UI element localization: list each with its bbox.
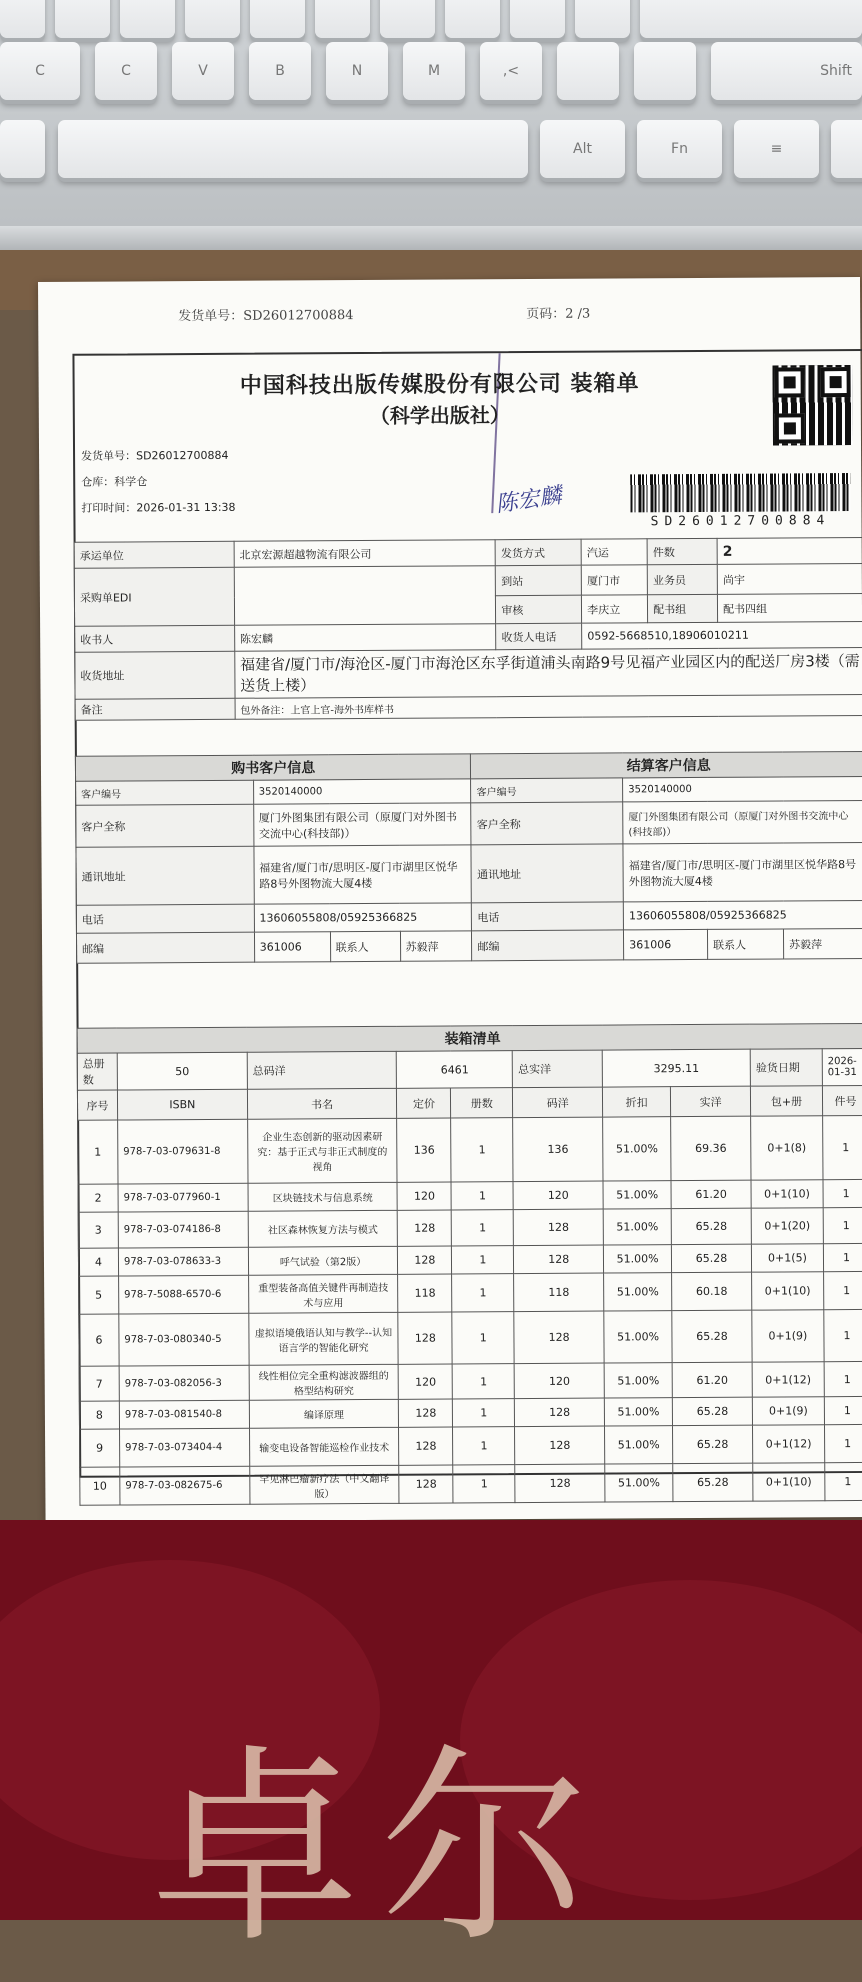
- handwritten-signature: 陈宏麟: [494, 483, 564, 518]
- key: [831, 120, 862, 178]
- table-cell: 0+1(10): [751, 1180, 823, 1208]
- table-cell: 128: [399, 1427, 453, 1465]
- address-value: 福建省/厦门市/海沧区-厦门市海沧区东孚街道浦头南路9号见福产业园区内的配送厂房3楼（需送货上楼）: [235, 647, 862, 698]
- table-cell: 1: [453, 1427, 515, 1465]
- settle-zip-value: 361006: [624, 929, 708, 960]
- table-cell: 65.28: [673, 1463, 753, 1501]
- table-cell: 0+1(10): [753, 1463, 825, 1501]
- keyboard: [0, 0, 862, 262]
- table-cell: 128: [399, 1465, 453, 1503]
- table-cell: 128: [515, 1464, 605, 1503]
- key: [640, 0, 862, 38]
- review-value: 李庆立: [582, 595, 648, 623]
- table-cell: 65.28: [673, 1425, 753, 1463]
- table-cell: 69.36: [671, 1116, 751, 1180]
- buyer-header: 购书客户信息: [75, 754, 471, 781]
- table-cell: 120: [513, 1181, 603, 1210]
- table-cell: 128: [399, 1399, 453, 1427]
- table-cell: 51.00%: [604, 1398, 672, 1426]
- buyer-zip-label: 邮编: [76, 932, 254, 963]
- key: [250, 0, 305, 38]
- table-cell: 7: [79, 1366, 119, 1401]
- key-shift: Shift: [711, 42, 862, 100]
- sales-label: 业务员: [647, 564, 717, 594]
- table-cell: 0+1(5): [751, 1244, 823, 1272]
- buyer-code-value: 3520140000: [253, 779, 471, 804]
- table-cell: 3: [78, 1212, 118, 1248]
- table-cell: 4: [78, 1248, 118, 1276]
- table-cell: 65.28: [672, 1310, 752, 1362]
- table-cell: 978-7-03-082675-6: [120, 1466, 250, 1505]
- phone-value: 0592-5668510,18906010211: [582, 621, 862, 649]
- settle-contact-label: 联系人: [708, 929, 784, 959]
- table-cell: 0+1(20): [751, 1208, 823, 1244]
- settle-contact-value: 苏毅萍: [783, 928, 862, 959]
- key-m: M: [403, 42, 465, 100]
- packing-list-frame: [72, 349, 862, 1500]
- column-header-row: [77, 1085, 862, 1120]
- barcode-icon: [630, 473, 850, 512]
- carrier-label: 承运单位: [74, 541, 234, 568]
- table-cell: 虚拟语境俄语认知与教学--认知语言学的智能化研究: [249, 1312, 399, 1365]
- table-cell: 978-7-03-073404-4: [119, 1428, 249, 1467]
- table-cell: 136: [397, 1118, 451, 1182]
- document-title: 中国科技出版传媒股份有限公司 装箱单: [239, 371, 640, 399]
- packing-list-table: [77, 1023, 862, 1506]
- table-cell: 65.28: [672, 1397, 752, 1425]
- table-cell: 0+1(9): [752, 1310, 824, 1362]
- table-cell: 51.00%: [603, 1209, 671, 1245]
- table-cell: 1: [824, 1309, 862, 1361]
- buyer-addr-label: 通讯地址: [76, 846, 254, 905]
- edi-label: 采购单EDI: [74, 567, 234, 626]
- receiver-label: 收书人: [75, 625, 235, 652]
- settle-name-label: 客户全称: [471, 802, 623, 845]
- key-alt: Alt: [540, 120, 625, 178]
- total-list-label: 总码洋: [247, 1051, 397, 1089]
- table-cell: 8: [79, 1401, 119, 1429]
- buyer-zip-value: 361006: [254, 932, 330, 962]
- key-comma: ,<: [480, 42, 542, 100]
- settle-header: 结算客户信息: [471, 751, 862, 778]
- table-row: [75, 694, 862, 720]
- total-net-value: 3295.11: [602, 1049, 750, 1087]
- method-value: 汽运: [581, 539, 647, 565]
- key: [0, 120, 45, 178]
- table-row: [80, 1424, 862, 1467]
- table-cell: 120: [397, 1182, 451, 1210]
- table-cell: 51.00%: [605, 1426, 673, 1464]
- table-cell: 978-7-03-081540-8: [119, 1400, 249, 1429]
- buyer-tel-value: 13606055808/05925366825: [254, 903, 472, 932]
- key: [120, 0, 175, 38]
- table-cell: 128: [515, 1426, 605, 1465]
- table-cell: 978-7-5088-6570-6: [119, 1275, 249, 1314]
- table-row: [74, 563, 862, 598]
- key: [0, 0, 45, 38]
- table-cell: 企业生态创新的驱动因素研究：基于正式与非正式制度的视角: [247, 1118, 397, 1183]
- station-value: 厦门市: [581, 565, 647, 595]
- table-cell: 呼气试验（第2版）: [248, 1246, 398, 1275]
- table-cell: 1: [824, 1361, 862, 1396]
- table-cell: 9: [80, 1429, 120, 1467]
- table-cell: 128: [514, 1311, 604, 1364]
- table-row: [79, 1309, 862, 1366]
- table-row: [78, 1115, 862, 1184]
- totals-row: [77, 1048, 862, 1090]
- document-subtitle: （科学出版社）: [369, 403, 510, 428]
- key: [55, 0, 110, 38]
- table-cell: 1: [452, 1246, 514, 1274]
- table-cell: 2: [78, 1184, 118, 1212]
- table-cell: 1: [452, 1210, 514, 1246]
- page-number: [526, 303, 590, 322]
- ship-no-value: SD26012700884: [243, 308, 354, 324]
- key: C: [0, 42, 80, 100]
- table-cell: 65.28: [671, 1208, 751, 1244]
- packing-rows: [78, 1115, 862, 1505]
- table-cell: 128: [515, 1398, 605, 1427]
- table-cell: 128: [514, 1245, 604, 1274]
- table-row: [79, 1271, 862, 1314]
- table-cell: 0+1(8): [751, 1116, 823, 1180]
- note-label: 备注: [75, 698, 235, 720]
- table-row: [79, 1361, 862, 1401]
- total-list-value: 6461: [397, 1051, 513, 1089]
- key: [557, 42, 619, 100]
- table-cell: 1: [452, 1312, 514, 1364]
- table-row: [76, 842, 862, 905]
- settle-tel-label: 电话: [472, 902, 624, 931]
- column-header: 折扣: [603, 1087, 671, 1117]
- table-cell: 社区森林恢复方法与模式: [248, 1210, 398, 1247]
- total-net-label: 总实洋: [512, 1050, 602, 1088]
- table-cell: 0+1(12): [752, 1425, 824, 1463]
- table-cell: 51.00%: [604, 1245, 672, 1273]
- pieces-value: 2: [717, 537, 862, 564]
- settle-addr-value: 福建省/厦门市/思明区-厦门市湖里区悦华路8号外图物流大厦4楼: [623, 842, 862, 901]
- table-row: [80, 1462, 862, 1505]
- table-cell: 1: [823, 1179, 862, 1207]
- key: [575, 0, 630, 38]
- settle-zip-label: 邮编: [472, 930, 624, 961]
- meta-print-time: 打印时间：2026-01-31 13:38: [81, 500, 236, 515]
- table-cell: 65.28: [671, 1244, 751, 1272]
- table-cell: 重型装备高值关键件再制造技术与应用: [248, 1274, 398, 1313]
- key-fn: Fn: [637, 120, 722, 178]
- table-row: [76, 928, 862, 963]
- table-row: [75, 647, 862, 699]
- table-cell: 1: [453, 1465, 515, 1503]
- meta-warehouse: 仓库：科学仓: [81, 475, 148, 489]
- key: [445, 0, 500, 38]
- table-cell: 1: [453, 1364, 515, 1399]
- table-cell: 5: [79, 1276, 119, 1314]
- table-cell: 区块链技术与信息系统: [248, 1182, 398, 1211]
- table-cell: 978-7-03-077960-1: [118, 1183, 248, 1212]
- shipping-info-table: [74, 537, 862, 721]
- key-n: N: [326, 42, 388, 100]
- buyer-name-label: 客户全称: [76, 804, 254, 847]
- table-cell: 1: [825, 1462, 862, 1500]
- table-cell: 128: [398, 1312, 452, 1364]
- table-cell: 978-7-03-079631-8: [118, 1119, 248, 1184]
- column-header: 码洋: [513, 1087, 603, 1118]
- table-cell: 0+1(12): [752, 1362, 824, 1397]
- column-header: 定价: [397, 1088, 451, 1118]
- table-cell: 978-7-03-080340-5: [119, 1313, 249, 1366]
- receiver-value: 陈宏麟: [234, 624, 496, 652]
- phone-label: 收货人电话: [496, 623, 582, 650]
- buyer-name-value: 厦门外图集团有限公司（原厦门对外图书交流中心(科技部)）: [253, 803, 471, 846]
- key: [380, 0, 435, 38]
- table-cell: 61.20: [672, 1362, 752, 1397]
- table-cell: 1: [823, 1243, 862, 1271]
- table-cell: 1: [824, 1396, 862, 1424]
- table-cell: 120: [399, 1364, 453, 1399]
- table-cell: 0+1(10): [752, 1272, 824, 1310]
- table-cell: 51.00%: [604, 1311, 672, 1363]
- table-cell: 输变电设备智能巡检作业技术: [249, 1427, 399, 1466]
- table-cell: 51.00%: [603, 1117, 671, 1181]
- group-label: 配书组: [648, 594, 718, 622]
- table-cell: 128: [398, 1210, 452, 1246]
- settle-addr-label: 通讯地址: [471, 844, 623, 903]
- buyer-code-label: 客户编号: [76, 780, 254, 805]
- table-cell: 60.18: [672, 1272, 752, 1310]
- column-header: ISBN: [117, 1089, 247, 1120]
- column-header: 册数: [451, 1088, 513, 1118]
- table-cell: 1: [453, 1399, 515, 1427]
- table-cell: 罕见淋巴瘤新疗法（中文翻译版）: [249, 1465, 399, 1504]
- table-cell: 编译原理: [249, 1399, 399, 1428]
- table-cell: 1: [823, 1115, 862, 1179]
- table-cell: 1: [823, 1207, 862, 1243]
- table-cell: 120: [514, 1363, 604, 1399]
- qr-code-icon: [773, 365, 853, 445]
- table-cell: 978-7-03-074186-8: [118, 1211, 248, 1248]
- table-cell: 128: [513, 1209, 603, 1246]
- check-date-value: 2026-01-31: [822, 1048, 862, 1085]
- table-cell: 128: [398, 1246, 452, 1274]
- buyer-contact-label: 联系人: [330, 931, 400, 961]
- column-header: 序号: [77, 1090, 117, 1120]
- table-cell: 136: [513, 1117, 603, 1182]
- key: [185, 0, 240, 38]
- settle-code-value: 3520140000: [623, 776, 862, 801]
- buyer-tel-label: 电话: [76, 904, 254, 933]
- method-label: 发货方式: [495, 539, 581, 566]
- column-header: 书名: [247, 1088, 397, 1119]
- settle-name-value: 厦门外图集团有限公司（原厦门对外图书交流中心(科技部)）: [623, 800, 862, 843]
- table-cell: 118: [398, 1274, 452, 1312]
- table-cell: 线性相位完全重构滤波器组的格型结构研究: [249, 1364, 399, 1400]
- buyer-contact-value: 苏毅萍: [400, 931, 472, 961]
- review-label: 审核: [496, 595, 582, 624]
- table-cell: 51.00%: [605, 1464, 673, 1502]
- buyer-addr-value: 福建省/厦门市/思明区-厦门市湖里区悦华路8号外图物流大厦4楼: [254, 845, 472, 904]
- table-cell: 118: [514, 1273, 604, 1312]
- table-cell: 978-7-03-082056-3: [119, 1365, 249, 1401]
- table-cell: 51.00%: [604, 1363, 672, 1398]
- column-header: 实洋: [671, 1086, 751, 1116]
- top-ship-number: [178, 304, 353, 324]
- page-value: 2 /3: [565, 306, 591, 322]
- key: [315, 0, 370, 38]
- table-cell: 61.20: [671, 1180, 751, 1208]
- column-header: 件号: [822, 1085, 862, 1115]
- address-label: 收货地址: [75, 651, 235, 699]
- carrier-value: 北京宏源超越物流有限公司: [234, 540, 496, 568]
- meta-ship-no: 发货单号：SD26012700884: [81, 448, 229, 463]
- note-value: 包外备注：上官上官-海外书库样书: [235, 694, 862, 719]
- packing-slip-paper: [38, 277, 862, 1522]
- table-cell: 1: [452, 1274, 514, 1312]
- table-cell: 0+1(9): [752, 1397, 824, 1425]
- key: [634, 42, 696, 100]
- ship-no-label: 发货单号：: [178, 308, 244, 325]
- table-cell: 978-7-03-078633-3: [118, 1247, 248, 1276]
- edi-value: [234, 566, 496, 626]
- key-v: V: [172, 42, 234, 100]
- sales-value: 尚宇: [717, 563, 862, 594]
- key-b: B: [249, 42, 311, 100]
- station-label: 到站: [496, 565, 582, 596]
- packing-header: 装箱清单: [77, 1023, 862, 1053]
- table-cell: 10: [80, 1467, 120, 1505]
- settle-tel-value: 13606055808/05925366825: [623, 900, 862, 929]
- table-cell: 51.00%: [603, 1181, 671, 1209]
- key-space: [58, 120, 528, 178]
- check-date-label: 验货日期: [750, 1049, 822, 1086]
- table-cell: 1: [78, 1120, 118, 1184]
- key: [510, 0, 565, 38]
- pieces-label: 件数: [647, 538, 717, 564]
- cloth-print-text: 卓尔: [150, 1726, 611, 1971]
- table-row: [76, 800, 862, 847]
- table-cell: 1: [451, 1182, 513, 1210]
- column-header: 包+册: [750, 1086, 822, 1116]
- table-row: [78, 1207, 862, 1248]
- table-cell: 6: [79, 1314, 119, 1366]
- table-cell: 1: [823, 1271, 862, 1309]
- total-books-label: 总册数: [77, 1053, 117, 1090]
- table-cell: 1: [824, 1424, 862, 1462]
- key-menu: ≡: [734, 120, 819, 178]
- customer-info-table: [75, 751, 862, 964]
- table-cell: 51.00%: [604, 1273, 672, 1311]
- barcode-text: SD26012700884: [650, 513, 831, 530]
- key-c: C: [95, 42, 157, 100]
- page-label: 页码：: [526, 306, 566, 323]
- group-value: 配书四组: [718, 593, 862, 622]
- table-cell: 1: [451, 1118, 513, 1182]
- total-books-value: 50: [117, 1052, 247, 1090]
- settle-code-label: 客户编号: [471, 778, 623, 803]
